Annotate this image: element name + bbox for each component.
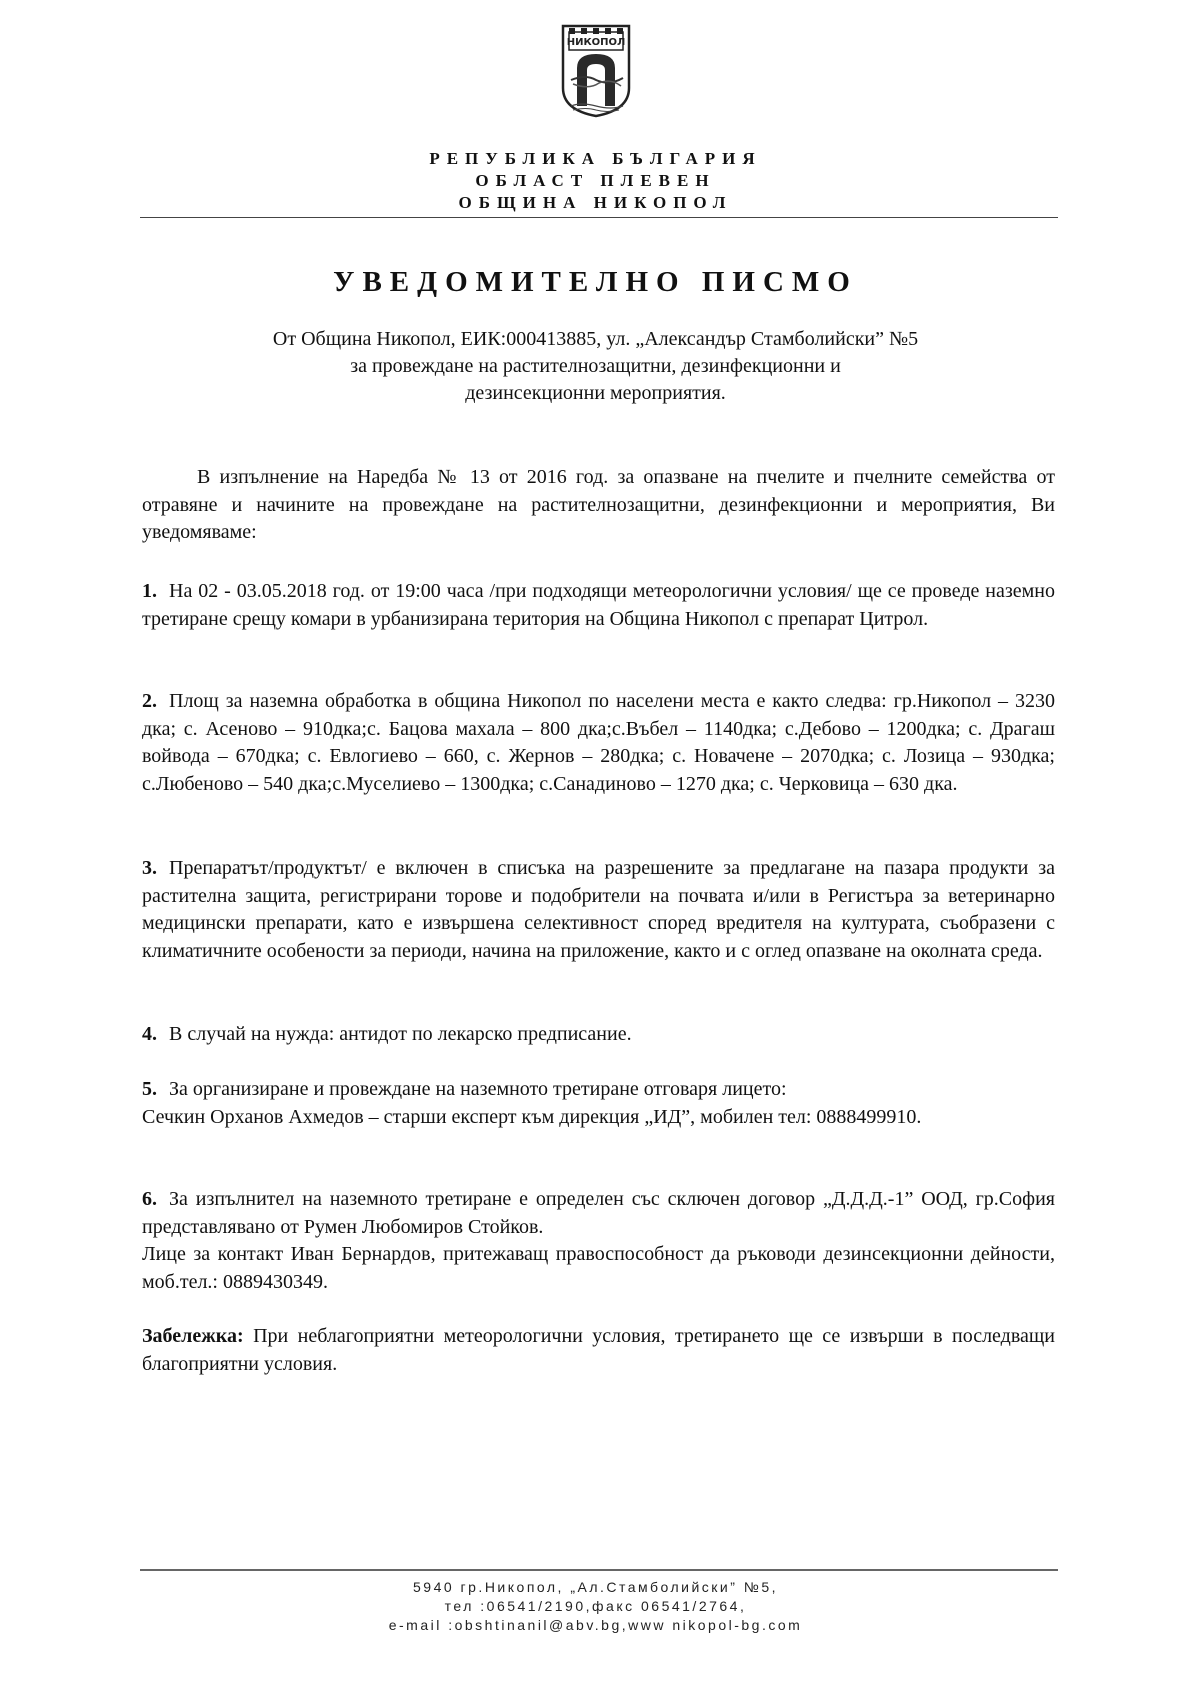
header-region: ОБЛАСТ ПЛЕВЕН bbox=[475, 171, 716, 190]
footer-phone: тел :06541/2190,факс 06541/2764, bbox=[444, 1598, 747, 1614]
item-text: Площ за наземна обработка в община Никопол по населени места е както следва: гр.Никопол – 3230 дка; с. Асеново – 910дка;с. Бацова махала – 800 дка;с.Въбел – 1140дка; с.Дебово – 1200дка; с. Драгаш войвода – 670дка; с. Евлогиево – 660, с. Жернов – 280дка; с. Новачене – 2070дка; с. Лозица – 930дка; с.Любеново – 540 дка;с.Муселиево – 1300дка; с.Санадиново – 1270 дка; с. Черковица – 630 дка. bbox=[142, 690, 1055, 795]
item-3 bbox=[142, 855, 1055, 965]
item-continuation: Лице за контакт Иван Бернардов, притежаващ правоспособност да ръководи дезинсекционни дейности, моб.тел.: 0889430349. bbox=[142, 1243, 1055, 1293]
document-subtitle bbox=[0, 326, 1191, 407]
item-text: Препаратът/продуктът/ е включен в списъка на разрешените за предлагане на пазара продукти за растителна защита, регистрирани торове и подобрители на почвата и/или в Регистъра за ветеринарно медицински препарати, като е извършена селективност според вредителя на културата, съобразени с климатичните особености за периоди, начина на приложение, както и с оглед опазване на околната среда. bbox=[142, 857, 1055, 962]
footer-divider bbox=[140, 1569, 1058, 1571]
item-text: За изпълнител на наземното третиране е определен със сключен договор „Д.Д.Д.-1” ООД, гр.София представлявано от Румен Любомиров Стойков. bbox=[142, 1188, 1055, 1238]
footer-contact bbox=[0, 1578, 1191, 1635]
item-text: На 02 - 03.05.2018 год. от 19:00 часа /при подходящи метеорологични условия/ ще се проведе наземно третиране срещу комари в урбанизирана територия на Община Никопол с препарат Цитрол. bbox=[142, 580, 1055, 630]
item-6 bbox=[142, 1186, 1055, 1296]
item-number: 1. bbox=[142, 580, 157, 602]
footer-address: 5940 гр.Никопол, „Ал.Стамболийски” №5, bbox=[413, 1579, 778, 1595]
item-number: 3. bbox=[142, 857, 157, 879]
coat-of-arms-icon bbox=[541, 18, 651, 118]
coat-of-arms-text: НИКОПОЛ bbox=[566, 37, 626, 48]
intro-text: В изпълнение на Наредба № 13 от 2016 год. за опазване на пчелите и пчелните семейства от отравяне и начините на провеждане на растителнозащитни, дезинфекционни и мероприятия, Ви уведомяваме: bbox=[142, 466, 1055, 543]
item-2 bbox=[142, 688, 1055, 798]
header-country: РЕПУБЛИКА БЪЛГАРИЯ bbox=[429, 149, 762, 168]
item-number: 5. bbox=[142, 1078, 157, 1100]
note-label: Забележка: bbox=[142, 1325, 244, 1347]
note-text: При неблагоприятни метеорологични условия, третирането ще се извърши в последващи благоприятни условия. bbox=[142, 1325, 1055, 1375]
subtitle-line: за провеждане на растителнозащитни, дезинфекционни и bbox=[350, 355, 841, 377]
item-number: 4. bbox=[142, 1023, 157, 1045]
item-4 bbox=[142, 1021, 1055, 1049]
note-paragraph bbox=[142, 1323, 1055, 1378]
header-divider bbox=[140, 217, 1058, 218]
subtitle-line: От Община Никопол, ЕИК:000413885, ул. „Александър Стамболийски” №5 bbox=[272, 328, 919, 350]
item-number: 2. bbox=[142, 690, 157, 712]
item-1 bbox=[142, 578, 1055, 633]
item-continuation: Сечкин Орханов Ахмедов – старши експерт към дирекция „ИД”, мобилен тел: 0888499910. bbox=[142, 1105, 922, 1128]
footer-email-web: e-mail :obshtinanil@abv.bg,www nikopol-bg.com bbox=[388, 1617, 803, 1633]
item-text: За организиране и провеждане на наземното третиране отговаря лицето: bbox=[169, 1078, 787, 1100]
item-text: В случай на нужда: антидот по лекарско предписание. bbox=[169, 1023, 632, 1045]
subtitle-line: дезинсекционни мероприятия. bbox=[465, 382, 726, 404]
header-municipality: ОБЩИНА НИКОПОЛ bbox=[458, 193, 733, 212]
intro-paragraph bbox=[142, 464, 1055, 547]
item-5 bbox=[142, 1076, 1055, 1131]
item-number: 6. bbox=[142, 1188, 157, 1210]
document-title: УВЕДОМИТЕЛНО ПИСМО bbox=[333, 266, 858, 298]
